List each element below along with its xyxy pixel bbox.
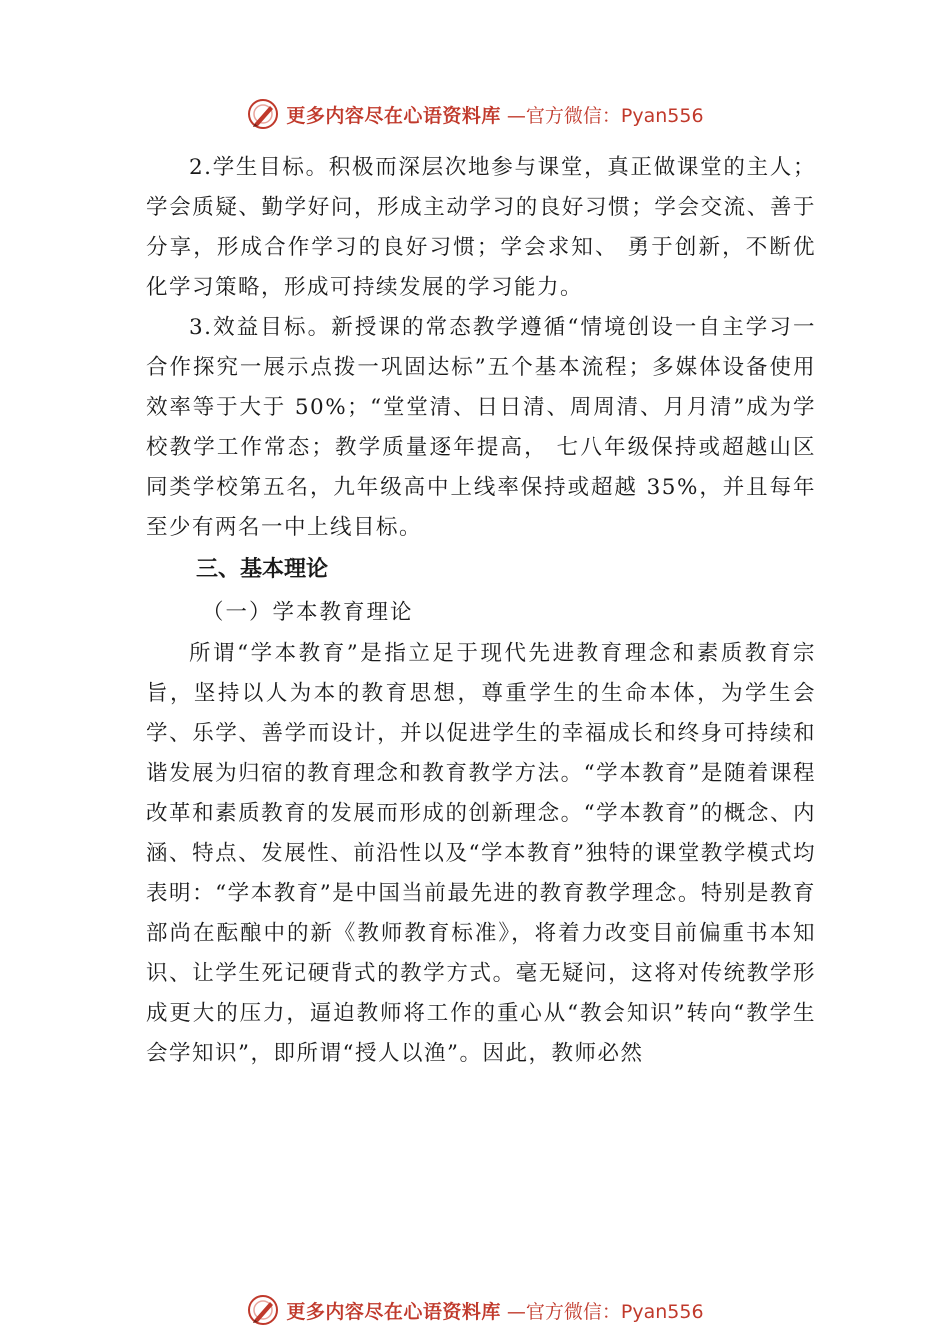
wechat-id: —官方微信：Pyan556: [506, 104, 704, 127]
header-watermark: [0, 94, 950, 134]
wechat-id: —官方微信：Pyan556: [506, 1300, 704, 1323]
library-name: 更多内容尽在心语资料库: [286, 1300, 501, 1323]
document-body: [146, 148, 816, 1074]
paragraph-xueben-definition: 所谓“学本教育”是指立足于现代先进教育理念和素质教育宗旨，坚持以人为本的教育思想，尊重学生的生命本体，为学生会学、乐学、善学而设计，并以促进学生的幸福成长和终身可持续和谐发展为归宿的教育理念和教育教学方法。“学本教育”是随着课程改革和素质教育的发展而形成的创新理念。“学本教育”的概念、内涵、特点、发展性、前沿性以及“学本教育”独特的课堂教学模式均表明：“学本教育”是中国当前最先进的教育教学理念。特别是教育部尚在酝酿中的新《教师教育标准》，将着力改变目前偏重书本知识、让学生死记硬背式的教学方式。毫无疑问，这将对传统教学形成更大的压力，逼迫教师将工作的重心从“教会知识”转向“教学生会学知识”，即所谓“授人以渔”。因此，教师必然: [146, 641, 816, 1066]
library-name: 更多内容尽在心语资料库: [286, 104, 501, 127]
pen-logo-icon: [246, 97, 280, 131]
section-heading-basic-theory: 三、基本理论: [196, 557, 329, 582]
footer-watermark: [0, 1290, 950, 1330]
pen-logo-icon: [246, 1293, 280, 1327]
paragraph-student-goals: 2.学生目标。积极而深层次地参与课堂，真正做课堂的主人；学会质疑、勤学好问，形成主动学习的良好习惯；学会交流、善于分享，形成合作学习的良好习惯；学会求知、 勇于创新，不断优化学习策略，形成可持续发展的学习能力。: [146, 155, 816, 300]
paragraph-benefit-goals: 3.效益目标。新授课的常态教学遵循“情境创设一自主学习一合作探究一展示点拨一巩固达标”五个基本流程；多媒体设备使用效率等于大于 50%；“堂堂清、日日清、周周清、月月清”成为学校教学工作常态；教学质量逐年提高， 七八年级保持或超越山区同类学校第五名，九年级高中上线率保持或超越 35%，并且每年至少有两名一中上线目标。: [146, 315, 816, 540]
subsection-heading-xueben: （一）学本教育理论: [202, 600, 414, 625]
